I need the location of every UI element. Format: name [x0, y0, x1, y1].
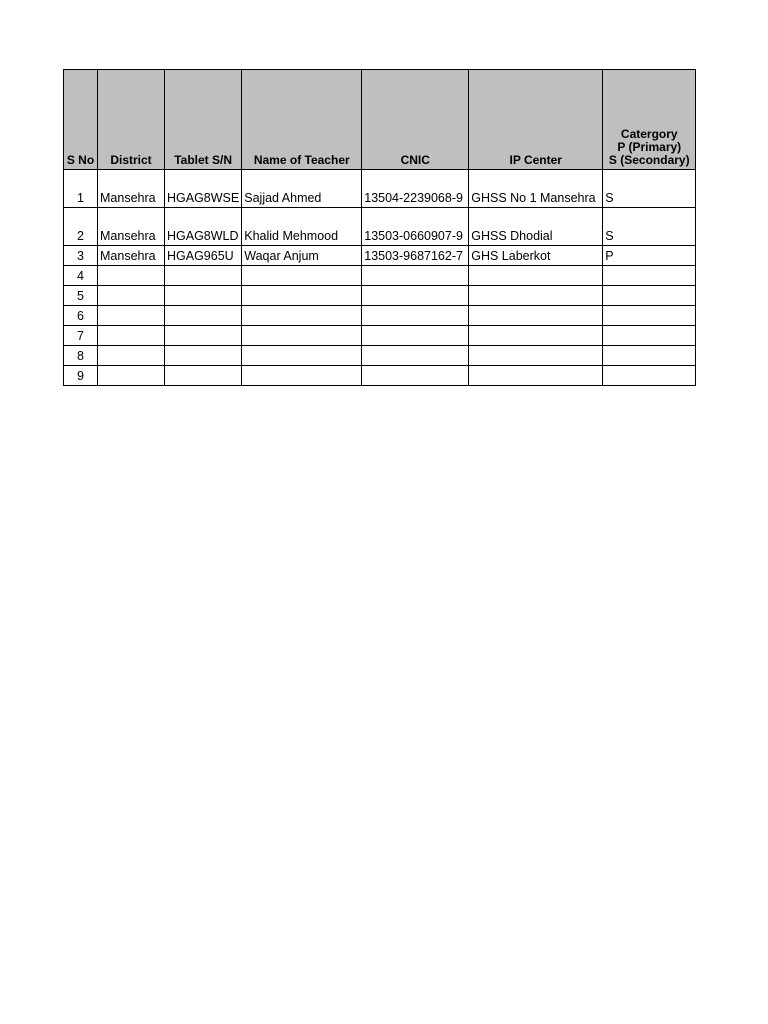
- cell-sno: 4: [64, 266, 98, 286]
- cell-ip-center: GHSS Dhodial: [469, 208, 603, 246]
- cell-sno: 8: [64, 346, 98, 366]
- table-row: [64, 346, 696, 366]
- cell-district: Mansehra: [98, 246, 165, 266]
- cell-cnic: [362, 366, 469, 386]
- table-row: [64, 286, 696, 306]
- cell-cnic: [362, 346, 469, 366]
- cell-district: [98, 286, 165, 306]
- cell-category: [603, 366, 696, 386]
- cell-tablet-sn: [165, 306, 242, 326]
- cell-tablet-sn: [165, 286, 242, 306]
- cell-category: [603, 326, 696, 346]
- cell-district: [98, 306, 165, 326]
- cell-teacher-name: [242, 366, 362, 386]
- cell-ip-center: [469, 266, 603, 286]
- cell-cnic: [362, 266, 469, 286]
- cell-category: P: [603, 246, 696, 266]
- header-category-title: Catergory: [620, 127, 678, 141]
- header-teacher-name: Name of Teacher: [242, 70, 362, 170]
- cell-sno: 1: [64, 170, 98, 208]
- cell-teacher-name: Khalid Mehmood: [242, 208, 362, 246]
- cell-teacher-name: [242, 286, 362, 306]
- cell-ip-center: [469, 346, 603, 366]
- cell-teacher-name: [242, 346, 362, 366]
- table-row: [64, 170, 696, 208]
- cell-ip-center: [469, 306, 603, 326]
- cell-district: [98, 346, 165, 366]
- cell-teacher-name: Waqar Anjum: [242, 246, 362, 266]
- table-row: [64, 208, 696, 246]
- cell-tablet-sn: HGAG965U: [165, 246, 242, 266]
- cell-sno: 2: [64, 208, 98, 246]
- cell-tablet-sn: HGAG8WLD: [165, 208, 242, 246]
- cell-sno: 7: [64, 326, 98, 346]
- cell-sno: 9: [64, 366, 98, 386]
- cell-ip-center: [469, 326, 603, 346]
- cell-cnic: 13503-0660907-9: [362, 208, 469, 246]
- table-row: [64, 326, 696, 346]
- header-ip-center: IP Center: [469, 70, 603, 170]
- teacher-tablet-table: [63, 69, 696, 386]
- cell-ip-center: GHSS No 1 Mansehra: [469, 170, 603, 208]
- cell-category: [603, 346, 696, 366]
- cell-category: S: [603, 170, 696, 208]
- cell-district: [98, 266, 165, 286]
- header-row: [64, 70, 696, 170]
- header-category-secondary: S (Secondary): [608, 153, 690, 167]
- cell-tablet-sn: [165, 366, 242, 386]
- header-category-primary: P (Primary): [617, 140, 682, 154]
- cell-tablet-sn: [165, 266, 242, 286]
- cell-ip-center: [469, 366, 603, 386]
- cell-district: [98, 366, 165, 386]
- cell-cnic: [362, 326, 469, 346]
- cell-district: Mansehra: [98, 208, 165, 246]
- header-tablet-sn: Tablet S/N: [165, 70, 242, 170]
- cell-cnic: 13504-2239068-9: [362, 170, 469, 208]
- table-row: [64, 306, 696, 326]
- cell-teacher-name: Sajjad Ahmed: [242, 170, 362, 208]
- cell-district: Mansehra: [98, 170, 165, 208]
- cell-ip-center: [469, 286, 603, 306]
- cell-tablet-sn: [165, 326, 242, 346]
- cell-cnic: 13503-9687162-7: [362, 246, 469, 266]
- cell-sno: 6: [64, 306, 98, 326]
- cell-district: [98, 326, 165, 346]
- cell-cnic: [362, 286, 469, 306]
- header-district: District: [98, 70, 165, 170]
- header-sno: S No: [64, 70, 98, 170]
- cell-sno: 5: [64, 286, 98, 306]
- header-category: [603, 70, 696, 170]
- cell-sno: 3: [64, 246, 98, 266]
- cell-teacher-name: [242, 326, 362, 346]
- cell-teacher-name: [242, 306, 362, 326]
- cell-cnic: [362, 306, 469, 326]
- cell-teacher-name: [242, 266, 362, 286]
- table-row: [64, 246, 696, 266]
- cell-tablet-sn: [165, 346, 242, 366]
- cell-category: S: [603, 208, 696, 246]
- header-cnic: CNIC: [362, 70, 469, 170]
- cell-ip-center: GHS Laberkot: [469, 246, 603, 266]
- table-row: [64, 266, 696, 286]
- table-row: [64, 366, 696, 386]
- cell-category: [603, 286, 696, 306]
- cell-tablet-sn: HGAG8WSE: [165, 170, 242, 208]
- cell-category: [603, 266, 696, 286]
- cell-category: [603, 306, 696, 326]
